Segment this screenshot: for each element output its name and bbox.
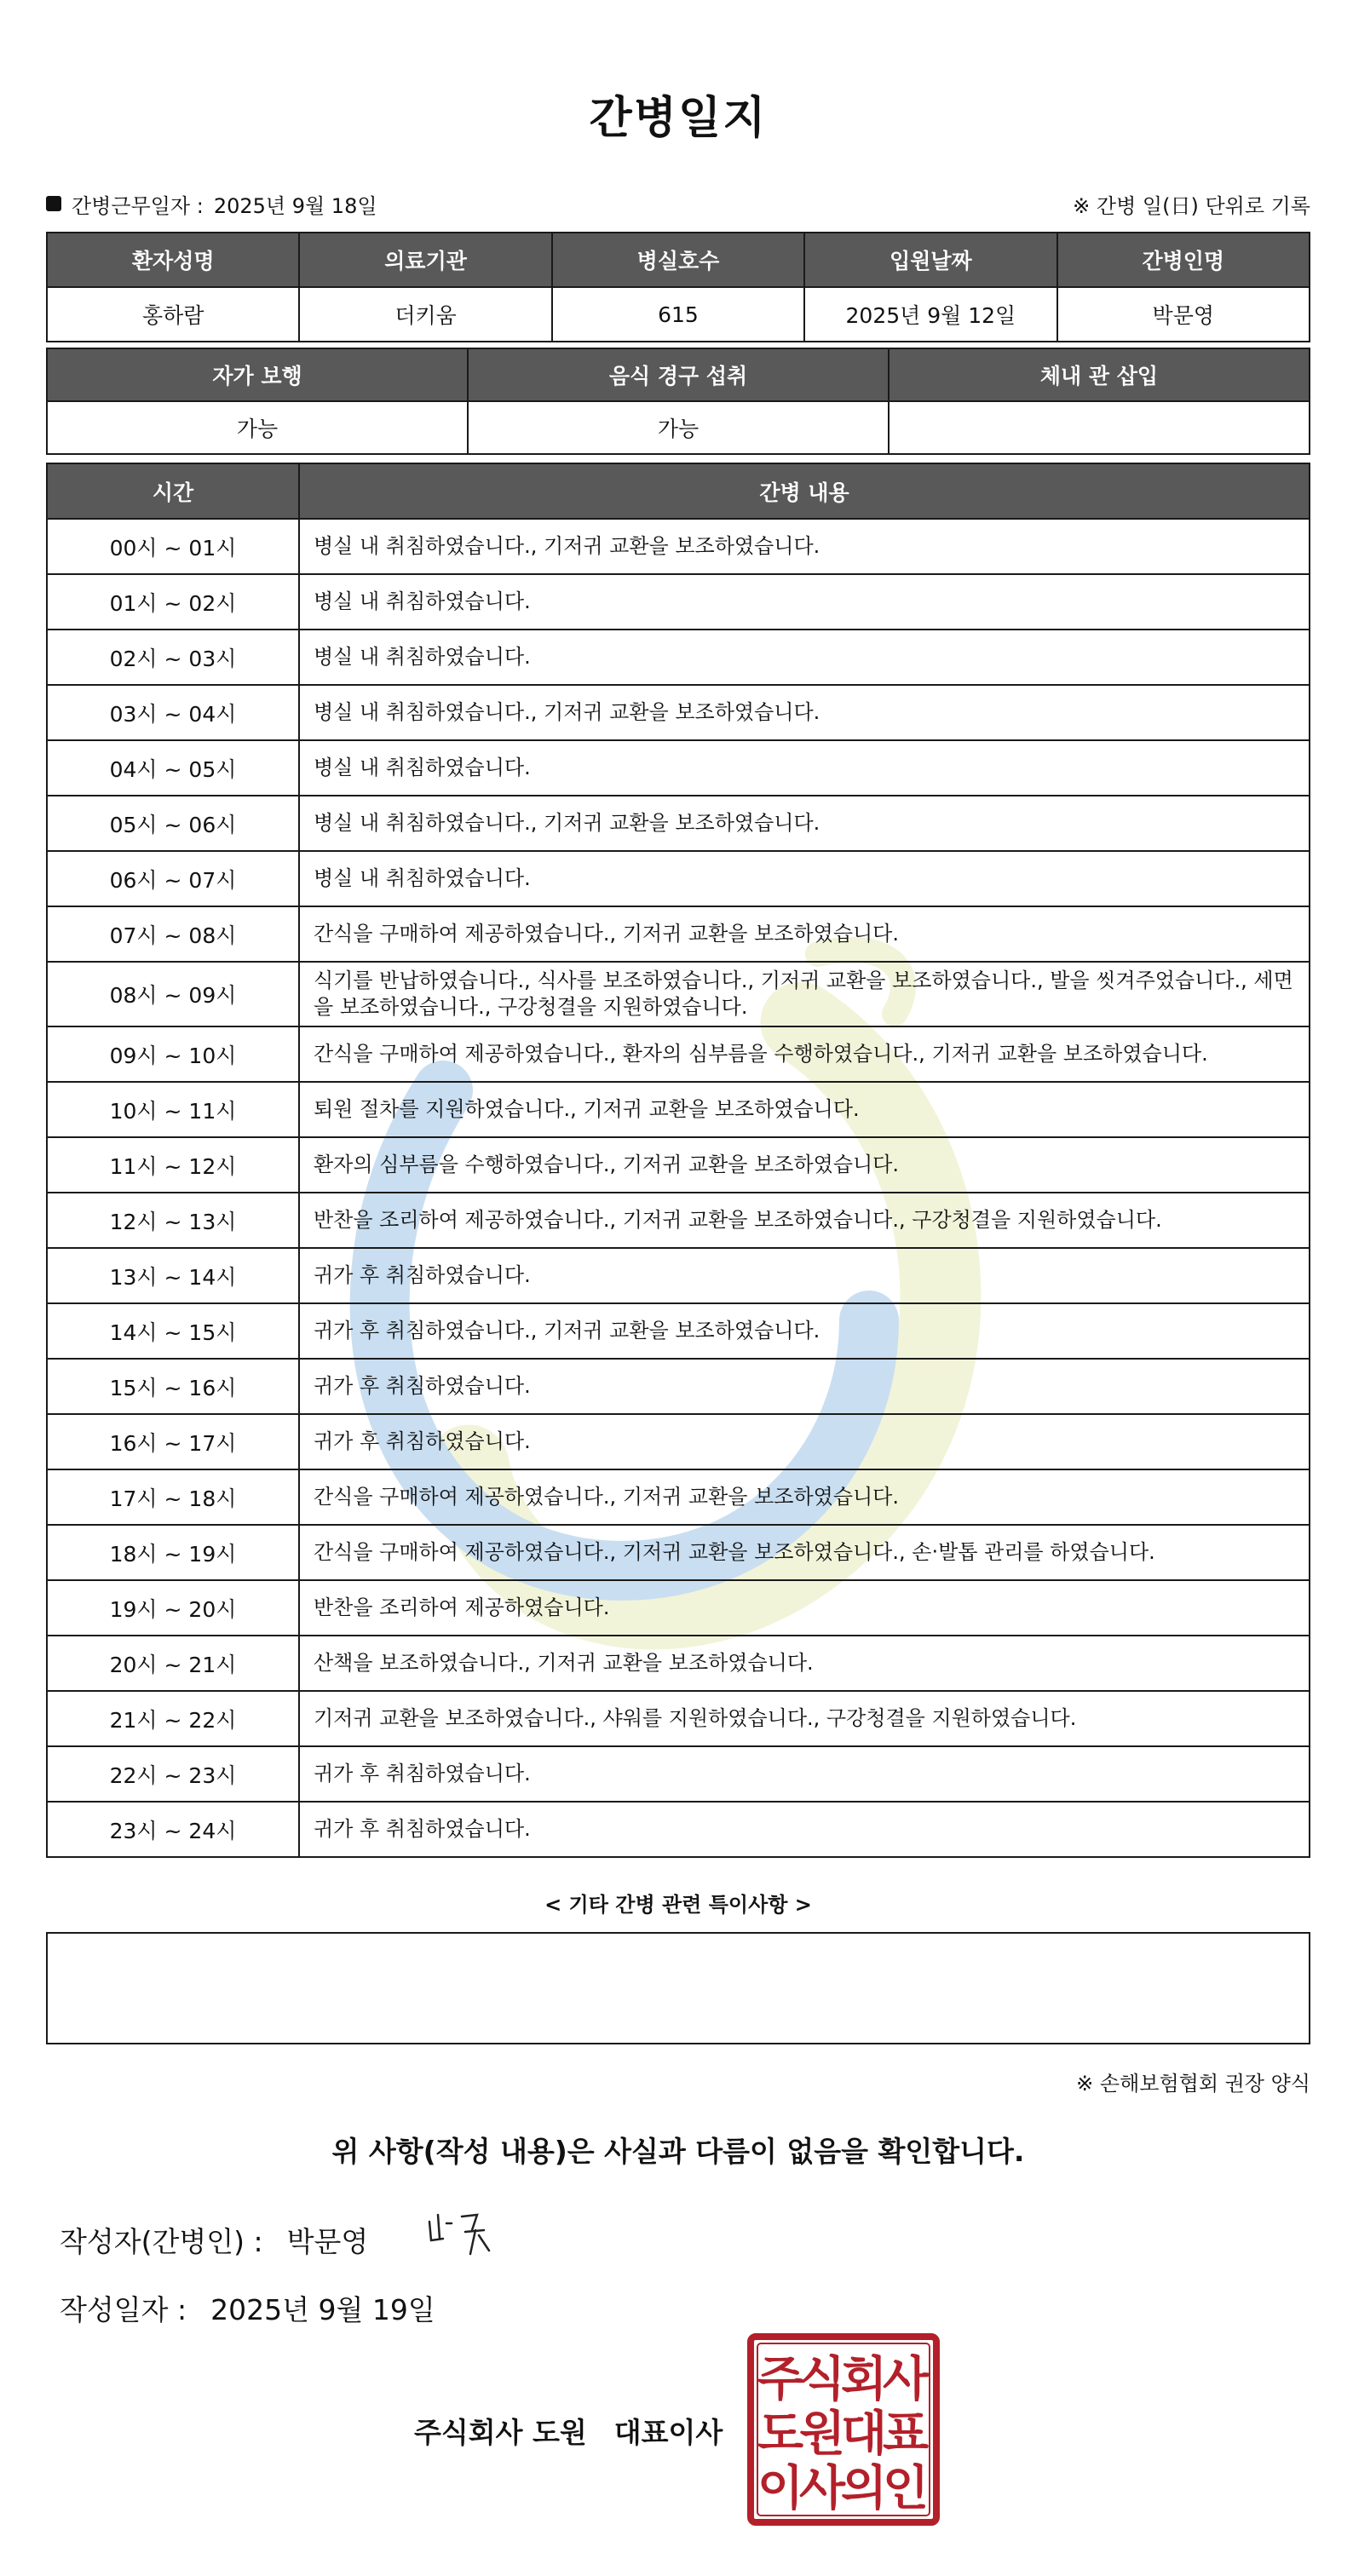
care-time: 01시 ~ 02시: [47, 574, 299, 630]
header-tube-insertion: 체내 관 삽입: [889, 348, 1310, 401]
care-time: 03시 ~ 04시: [47, 685, 299, 740]
care-content: 간식을 구매하여 제공하였습니다., 기저귀 교환을 보조하였습니다.: [299, 1469, 1310, 1525]
header-self-walking: 자가 보행: [47, 348, 468, 401]
writer-line: [60, 2220, 368, 2260]
tube-insertion: [889, 401, 1310, 454]
care-content: 반찬을 조리하여 제공하였습니다.: [299, 1580, 1310, 1636]
writer-name: 박문영: [286, 2225, 369, 2258]
admission-date: 2025년 9월 12일: [804, 287, 1056, 342]
header-caregiver-name: 간병인명: [1057, 233, 1310, 287]
header-patient-name: 환자성명: [47, 233, 299, 287]
table-row: [47, 1525, 1310, 1580]
care-content: 식기를 반납하였습니다., 식사를 보조하였습니다., 기저귀 교환을 보조하였습니다., 발을 씻겨주었습니다., 세면을 보조하였습니다., 구강청결을 지원하였습니다.: [299, 962, 1310, 1026]
care-time: 16시 ~ 17시: [47, 1414, 299, 1469]
care-time: 21시 ~ 22시: [47, 1691, 299, 1746]
table-row: [47, 1636, 1310, 1691]
table-row: [47, 1248, 1310, 1303]
table-row: [47, 519, 1310, 574]
self-walking: 가능: [47, 401, 468, 454]
care-content: 병실 내 취침하였습니다.: [299, 630, 1310, 685]
header-time: 시간: [47, 463, 299, 519]
care-time: 09시 ~ 10시: [47, 1026, 299, 1082]
handwritten-signature: [423, 2205, 499, 2264]
care-content: 간식을 구매하여 제공하였습니다., 기저귀 교환을 보조하였습니다.: [299, 906, 1310, 962]
room-number: 615: [552, 287, 804, 342]
patient-name: 홍하람: [47, 287, 299, 342]
care-content: 귀가 후 취침하였습니다.: [299, 1802, 1310, 1857]
seal-character: 회: [840, 2352, 888, 2407]
care-time: 06시 ~ 07시: [47, 851, 299, 906]
seal-character: 사: [798, 2461, 846, 2516]
care-time: 17시 ~ 18시: [47, 1469, 299, 1525]
written-date-label: 작성일자 :: [60, 2293, 187, 2326]
care-time: 00시 ~ 01시: [47, 519, 299, 574]
table-row: [47, 685, 1310, 740]
seal-character: 식: [798, 2352, 846, 2407]
care-time: 18시 ~ 19시: [47, 1525, 299, 1580]
care-log-body: [47, 519, 1310, 1857]
recommended-form-note: ※ 손해보험협회 권장 양식: [1076, 2072, 1310, 2096]
care-content: 퇴원 절차를 지원하였습니다., 기저귀 교환을 보조하였습니다.: [299, 1082, 1310, 1137]
table-row: [47, 1082, 1310, 1137]
care-content: 병실 내 취침하였습니다.: [299, 740, 1310, 796]
care-time: 08시 ~ 09시: [47, 962, 299, 1026]
table-row: [47, 401, 1310, 454]
header-oral-intake: 음식 경구 섭취: [468, 348, 889, 401]
hospital: 더키움: [299, 287, 551, 342]
seal-character: 표: [882, 2406, 930, 2462]
record-unit-note: ※ 간병 일(日) 단위로 기록: [1073, 193, 1310, 218]
caregiver-name: 박문영: [1057, 287, 1310, 342]
seal-character: 도: [757, 2406, 804, 2462]
work-date: [46, 189, 377, 219]
bullet-square-icon: [46, 196, 61, 211]
care-content: 병실 내 취침하였습니다.: [299, 851, 1310, 906]
seal-character: 의: [840, 2461, 888, 2516]
meta-row: [46, 189, 1310, 218]
table-row: [47, 287, 1310, 342]
table-row: [47, 1137, 1310, 1193]
table-row: [47, 1414, 1310, 1469]
table-row: [47, 1802, 1310, 1857]
care-time: 14시 ~ 15시: [47, 1303, 299, 1359]
care-time: 02시 ~ 03시: [47, 630, 299, 685]
care-content: 귀가 후 취침하였습니다.: [299, 1746, 1310, 1802]
care-time: 20시 ~ 21시: [47, 1636, 299, 1691]
header-care-content: 간병 내용: [299, 463, 1310, 519]
table-row: [47, 1193, 1310, 1248]
seal-character: 대: [840, 2406, 888, 2462]
table-row: [47, 1359, 1310, 1414]
care-time: 11시 ~ 12시: [47, 1137, 299, 1193]
company-signature: [414, 2411, 723, 2451]
care-content: 귀가 후 취침하였습니다.: [299, 1359, 1310, 1414]
header-room-number: 병실호수: [552, 233, 804, 287]
care-time: 07시 ~ 08시: [47, 906, 299, 962]
care-content: 반찬을 조리하여 제공하였습니다., 기저귀 교환을 보조하였습니다., 구강청결을 지원하였습니다.: [299, 1193, 1310, 1248]
notes-box: [46, 1932, 1310, 2044]
care-content: 간식을 구매하여 제공하였습니다., 환자의 심부름을 수행하였습니다., 기저귀 교환을 보조하였습니다.: [299, 1026, 1310, 1082]
work-date-value: 2025년 9월 18일: [213, 193, 377, 218]
company-representative: 대표이사: [613, 2416, 723, 2449]
care-time: 10시 ~ 11시: [47, 1082, 299, 1137]
page-title: 간병일지: [589, 93, 768, 144]
table-row: [47, 1691, 1310, 1746]
header-hospital: 의료기관: [299, 233, 551, 287]
care-content: 기저귀 교환을 보조하였습니다., 샤워를 지원하였습니다., 구강청결을 지원하였습니다.: [299, 1691, 1310, 1746]
writer-label: 작성자(간병인) :: [60, 2225, 263, 2258]
table-row: [47, 740, 1310, 796]
header-admission-date: 입원날짜: [804, 233, 1056, 287]
seal-character: 인: [882, 2461, 930, 2516]
table-row: [47, 1746, 1310, 1802]
care-time: 22시 ~ 23시: [47, 1746, 299, 1802]
care-time: 23시 ~ 24시: [47, 1802, 299, 1857]
care-content: 간식을 구매하여 제공하였습니다., 기저귀 교환을 보조하였습니다., 손‧발톱 관리를 하였습니다.: [299, 1525, 1310, 1580]
table-row: [47, 574, 1310, 630]
patient-status-table: [46, 348, 1310, 455]
oral-intake: 가능: [468, 401, 889, 454]
seal-character: 이: [757, 2461, 804, 2516]
table-row: [47, 1303, 1310, 1359]
company-seal: [746, 2332, 941, 2527]
care-content: 산책을 보조하였습니다., 기저귀 교환을 보조하였습니다.: [299, 1636, 1310, 1691]
care-time: 05시 ~ 06시: [47, 796, 299, 851]
table-row: [47, 796, 1310, 851]
care-content: 귀가 후 취침하였습니다., 기저귀 교환을 보조하였습니다.: [299, 1303, 1310, 1359]
care-content: 병실 내 취침하였습니다., 기저귀 교환을 보조하였습니다.: [299, 685, 1310, 740]
care-content: 귀가 후 취침하였습니다.: [299, 1414, 1310, 1469]
care-content: 병실 내 취침하였습니다., 기저귀 교환을 보조하였습니다.: [299, 519, 1310, 574]
table-row: [47, 1026, 1310, 1082]
work-date-label: 간병근무일자 :: [72, 193, 204, 218]
company-name: 주식회사 도원: [414, 2416, 587, 2449]
table-header-row: [47, 463, 1310, 519]
table-row: [47, 851, 1310, 906]
written-date-line: [60, 2288, 435, 2328]
seal-character: 원: [798, 2406, 846, 2462]
patient-info-table: [46, 232, 1310, 342]
care-content: 환자의 심부름을 수행하였습니다., 기저귀 교환을 보조하였습니다.: [299, 1137, 1310, 1193]
table-header-row: [47, 233, 1310, 287]
care-time: 13시 ~ 14시: [47, 1248, 299, 1303]
table-row: [47, 630, 1310, 685]
table-header-row: [47, 348, 1310, 401]
confirmation-statement: 위 사항(작성 내용)은 사실과 다름이 없음을 확인합니다.: [331, 2135, 1025, 2168]
care-time: 15시 ~ 16시: [47, 1359, 299, 1414]
care-content: 병실 내 취침하였습니다.: [299, 574, 1310, 630]
notes-title: < 기타 간병 관련 특이사항 >: [544, 1893, 812, 1917]
care-time: 12시 ~ 13시: [47, 1193, 299, 1248]
care-time: 04시 ~ 05시: [47, 740, 299, 796]
care-time: 19시 ~ 20시: [47, 1580, 299, 1636]
seal-character: 사: [882, 2352, 930, 2407]
care-content: 귀가 후 취침하였습니다.: [299, 1248, 1310, 1303]
care-content: 병실 내 취침하였습니다., 기저귀 교환을 보조하였습니다.: [299, 796, 1310, 851]
table-row: [47, 962, 1310, 1026]
written-date-value: 2025년 9월 19일: [210, 2293, 435, 2326]
table-row: [47, 1580, 1310, 1636]
table-row: [47, 906, 1310, 962]
table-row: [47, 1469, 1310, 1525]
care-log-table: [46, 463, 1310, 1858]
seal-character: 주: [757, 2352, 804, 2407]
